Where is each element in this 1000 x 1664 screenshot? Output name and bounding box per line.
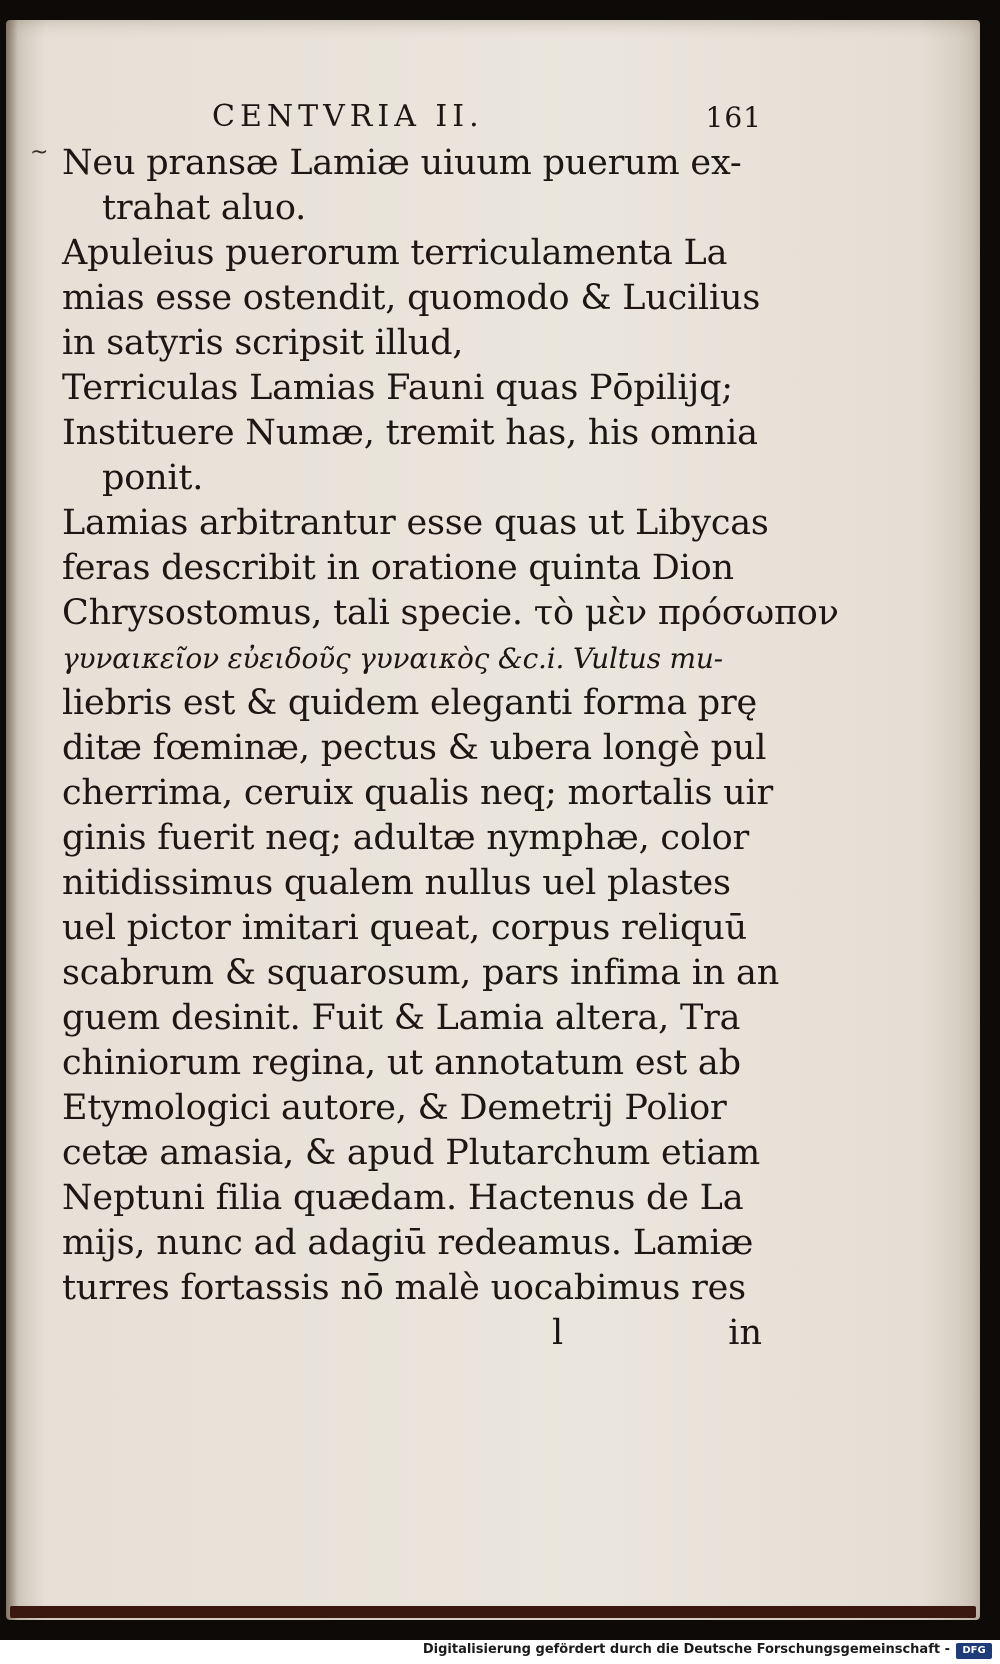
text-line-12: γυναικεῖον εὐειδοῦς γυναικὸς &c.i. Vultus mu-	[62, 642, 723, 675]
text-line-14: ditæ fœminæ, pectus & ubera longè pul	[62, 728, 767, 768]
text-line-20: guem desinit. Fuit & Lamia altera, Tra	[62, 998, 741, 1038]
text-line-3: Apuleius puerorum terriculamenta La	[62, 233, 728, 273]
text-line-21: chiniorum regina, ut annotatum est ab	[62, 1043, 741, 1083]
text-line-1: Neu pransæ Lamiæ uiuum puerum ex-	[62, 143, 742, 183]
text-line-8: ponit.	[102, 458, 204, 498]
text-line-18: uel pictor imitari queat, corpus reliquū	[62, 908, 747, 948]
text-line-25: mijs, nunc ad adagiū redeamus. Lamiæ	[62, 1223, 754, 1263]
text-line-15: cherrima, ceruix qualis neq; mortalis uir	[62, 773, 773, 813]
text-line-5: in satyris scripsit illud,	[62, 323, 464, 363]
text-line-23: cetæ amasia, & apud Plutarchum etiam	[62, 1133, 760, 1173]
text-line-19: scabrum & squarosum, pars infima in an	[62, 953, 780, 993]
signature-mark: l	[552, 1313, 564, 1353]
footer-bar	[0, 1640, 1000, 1664]
text-line-7: Instituere Numæ, tremit has, his omnia	[62, 413, 758, 453]
catchline	[62, 1311, 762, 1359]
dfg-logo: DFG	[956, 1643, 992, 1659]
text-line-11: Chrysostomus, tali specie. τὸ μὲν πρόσωπον	[62, 593, 839, 633]
text-line-10: feras describit in oratione quinta Dion	[62, 548, 734, 588]
text-line-26: turres fortassis nō malè uocabimus res	[62, 1268, 746, 1308]
catchword: in	[728, 1313, 762, 1353]
text-line-4: mias esse ostendit, quomodo & Lucilius	[62, 278, 761, 318]
text-line-24: Neptuni filia quædam. Hactenus de La	[62, 1178, 744, 1218]
page-header	[62, 95, 762, 141]
page-edge	[10, 1606, 976, 1618]
funding-credit: Digitalisierung gefördert durch die Deutsche Forschungsgemeinschaft -	[422, 1642, 950, 1657]
text-line-13: liebris est & quidem eleganti forma prę	[62, 683, 758, 723]
text-line-9: Lamias arbitrantur esse quas ut Libycas	[62, 503, 769, 543]
text-line-16: ginis fuerit neq; adultæ nymphæ, color	[62, 818, 750, 858]
text-line-2: trahat aluo.	[102, 188, 307, 228]
margin-dash-mark: ~	[30, 140, 49, 165]
page-number: 161	[705, 101, 762, 134]
text-line-17: nitidissimus qualem nullus uel plastes	[62, 863, 731, 903]
running-head: CENTVRIA II.	[212, 99, 484, 134]
text-line-6: Terriculas Lamias Fauni quas Pōpilijq;	[62, 368, 733, 408]
page-text-block	[62, 95, 839, 1359]
text-line-22: Etymologici autore, & Demetrij Polior	[62, 1088, 727, 1128]
